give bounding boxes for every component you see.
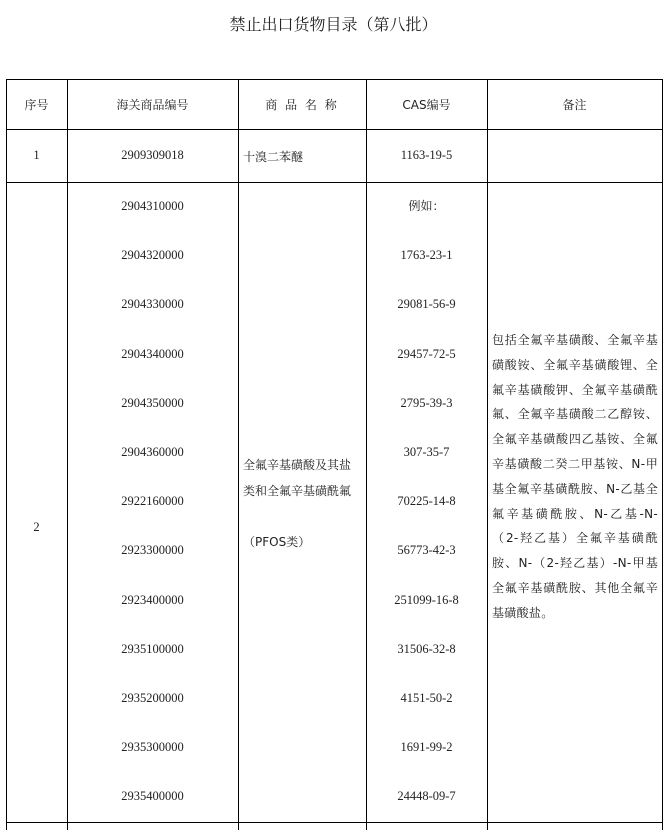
table-border [6, 79, 662, 80]
cas-number: 1163-19-5 [400, 148, 453, 162]
cas-number: 2795-39-3 [400, 395, 453, 410]
product-name-line: （PFOS类） [243, 535, 311, 549]
hs-code: 2904310000 [121, 199, 184, 213]
hs-code: 2922160000 [121, 494, 184, 509]
hs-code: 2909309018 [121, 148, 184, 162]
product-name [243, 452, 363, 555]
cas-number: 70225-14-8 [397, 494, 456, 509]
cas-number: 29457-72-5 [397, 346, 456, 361]
cas-number: 307-35-7 [403, 444, 450, 459]
row-no: 1 [33, 148, 40, 162]
cas-number: 1691-99-2 [400, 740, 453, 755]
cas-prefix: 例如： [408, 199, 445, 213]
cas-number: 24448-09-7 [397, 789, 456, 804]
hs-code-list [67, 198, 238, 837]
col-divider [6, 79, 7, 830]
header-remark: 备注 [562, 98, 587, 112]
hs-code: 2935400000 [121, 789, 184, 804]
row-divider [6, 182, 662, 183]
cas-number: 4151-50-2 [400, 690, 453, 705]
cas-number: 56773-42-3 [397, 543, 456, 558]
cas-list [366, 198, 487, 837]
hs-code: 2904320000 [121, 248, 184, 263]
hs-code: 2904360000 [121, 444, 184, 459]
hs-code: 2923400000 [121, 592, 184, 607]
hs-code: 2904340000 [121, 346, 184, 361]
col-divider [487, 79, 488, 830]
hs-code: 2923300000 [121, 543, 184, 558]
cas-number: 251099-16-8 [394, 592, 459, 607]
row-no: 2 [33, 520, 40, 534]
header-no: 序号 [24, 98, 49, 112]
cas-number: 1763-23-1 [400, 248, 453, 263]
hs-code: 2935200000 [121, 690, 184, 705]
product-name-line: 全氟辛基磺酸及其盐 [243, 458, 352, 472]
row-divider [6, 129, 662, 130]
remark: 包括全氟辛基磺酸、全氟辛基磺酸铵、全氟辛基磺酸锂、全氟辛基磺酸钾、全氟辛基磺酰氟、全氟辛基磺酸二乙醇铵、全氟辛基磺酸四乙基铵、全氟辛基磺酸二癸二甲基铵、N-甲基全氟辛基磺酰胺、N-乙基全氟辛基磺酰胺、N-乙基-N-（2-羟乙基）全氟辛基磺酰胺、N-（2-羟乙基）-N-甲基全氟辛基磺酰胺、其他全氟辛基磺酸盐。 [492, 333, 658, 620]
product-name-line: 类和全氟辛基磺酰氟 [243, 484, 352, 498]
hs-code: 2935100000 [121, 641, 184, 656]
header-hs-code: 海关商品编号 [116, 98, 189, 112]
hs-code: 2935300000 [121, 740, 184, 755]
product-name: 十溴二苯醚 [243, 150, 304, 164]
hs-code: 2904330000 [121, 297, 184, 312]
col-divider [662, 79, 663, 830]
hs-code: 2904350000 [121, 395, 184, 410]
page-title: 禁止出口货物目录（第八批） [229, 15, 438, 34]
cas-number: 29081-56-9 [397, 297, 456, 312]
header-cas: CAS编号 [402, 98, 451, 112]
cas-number: 31506-32-8 [397, 641, 456, 656]
col-divider [238, 79, 239, 830]
header-name: 商 品 名 称 [265, 98, 339, 112]
